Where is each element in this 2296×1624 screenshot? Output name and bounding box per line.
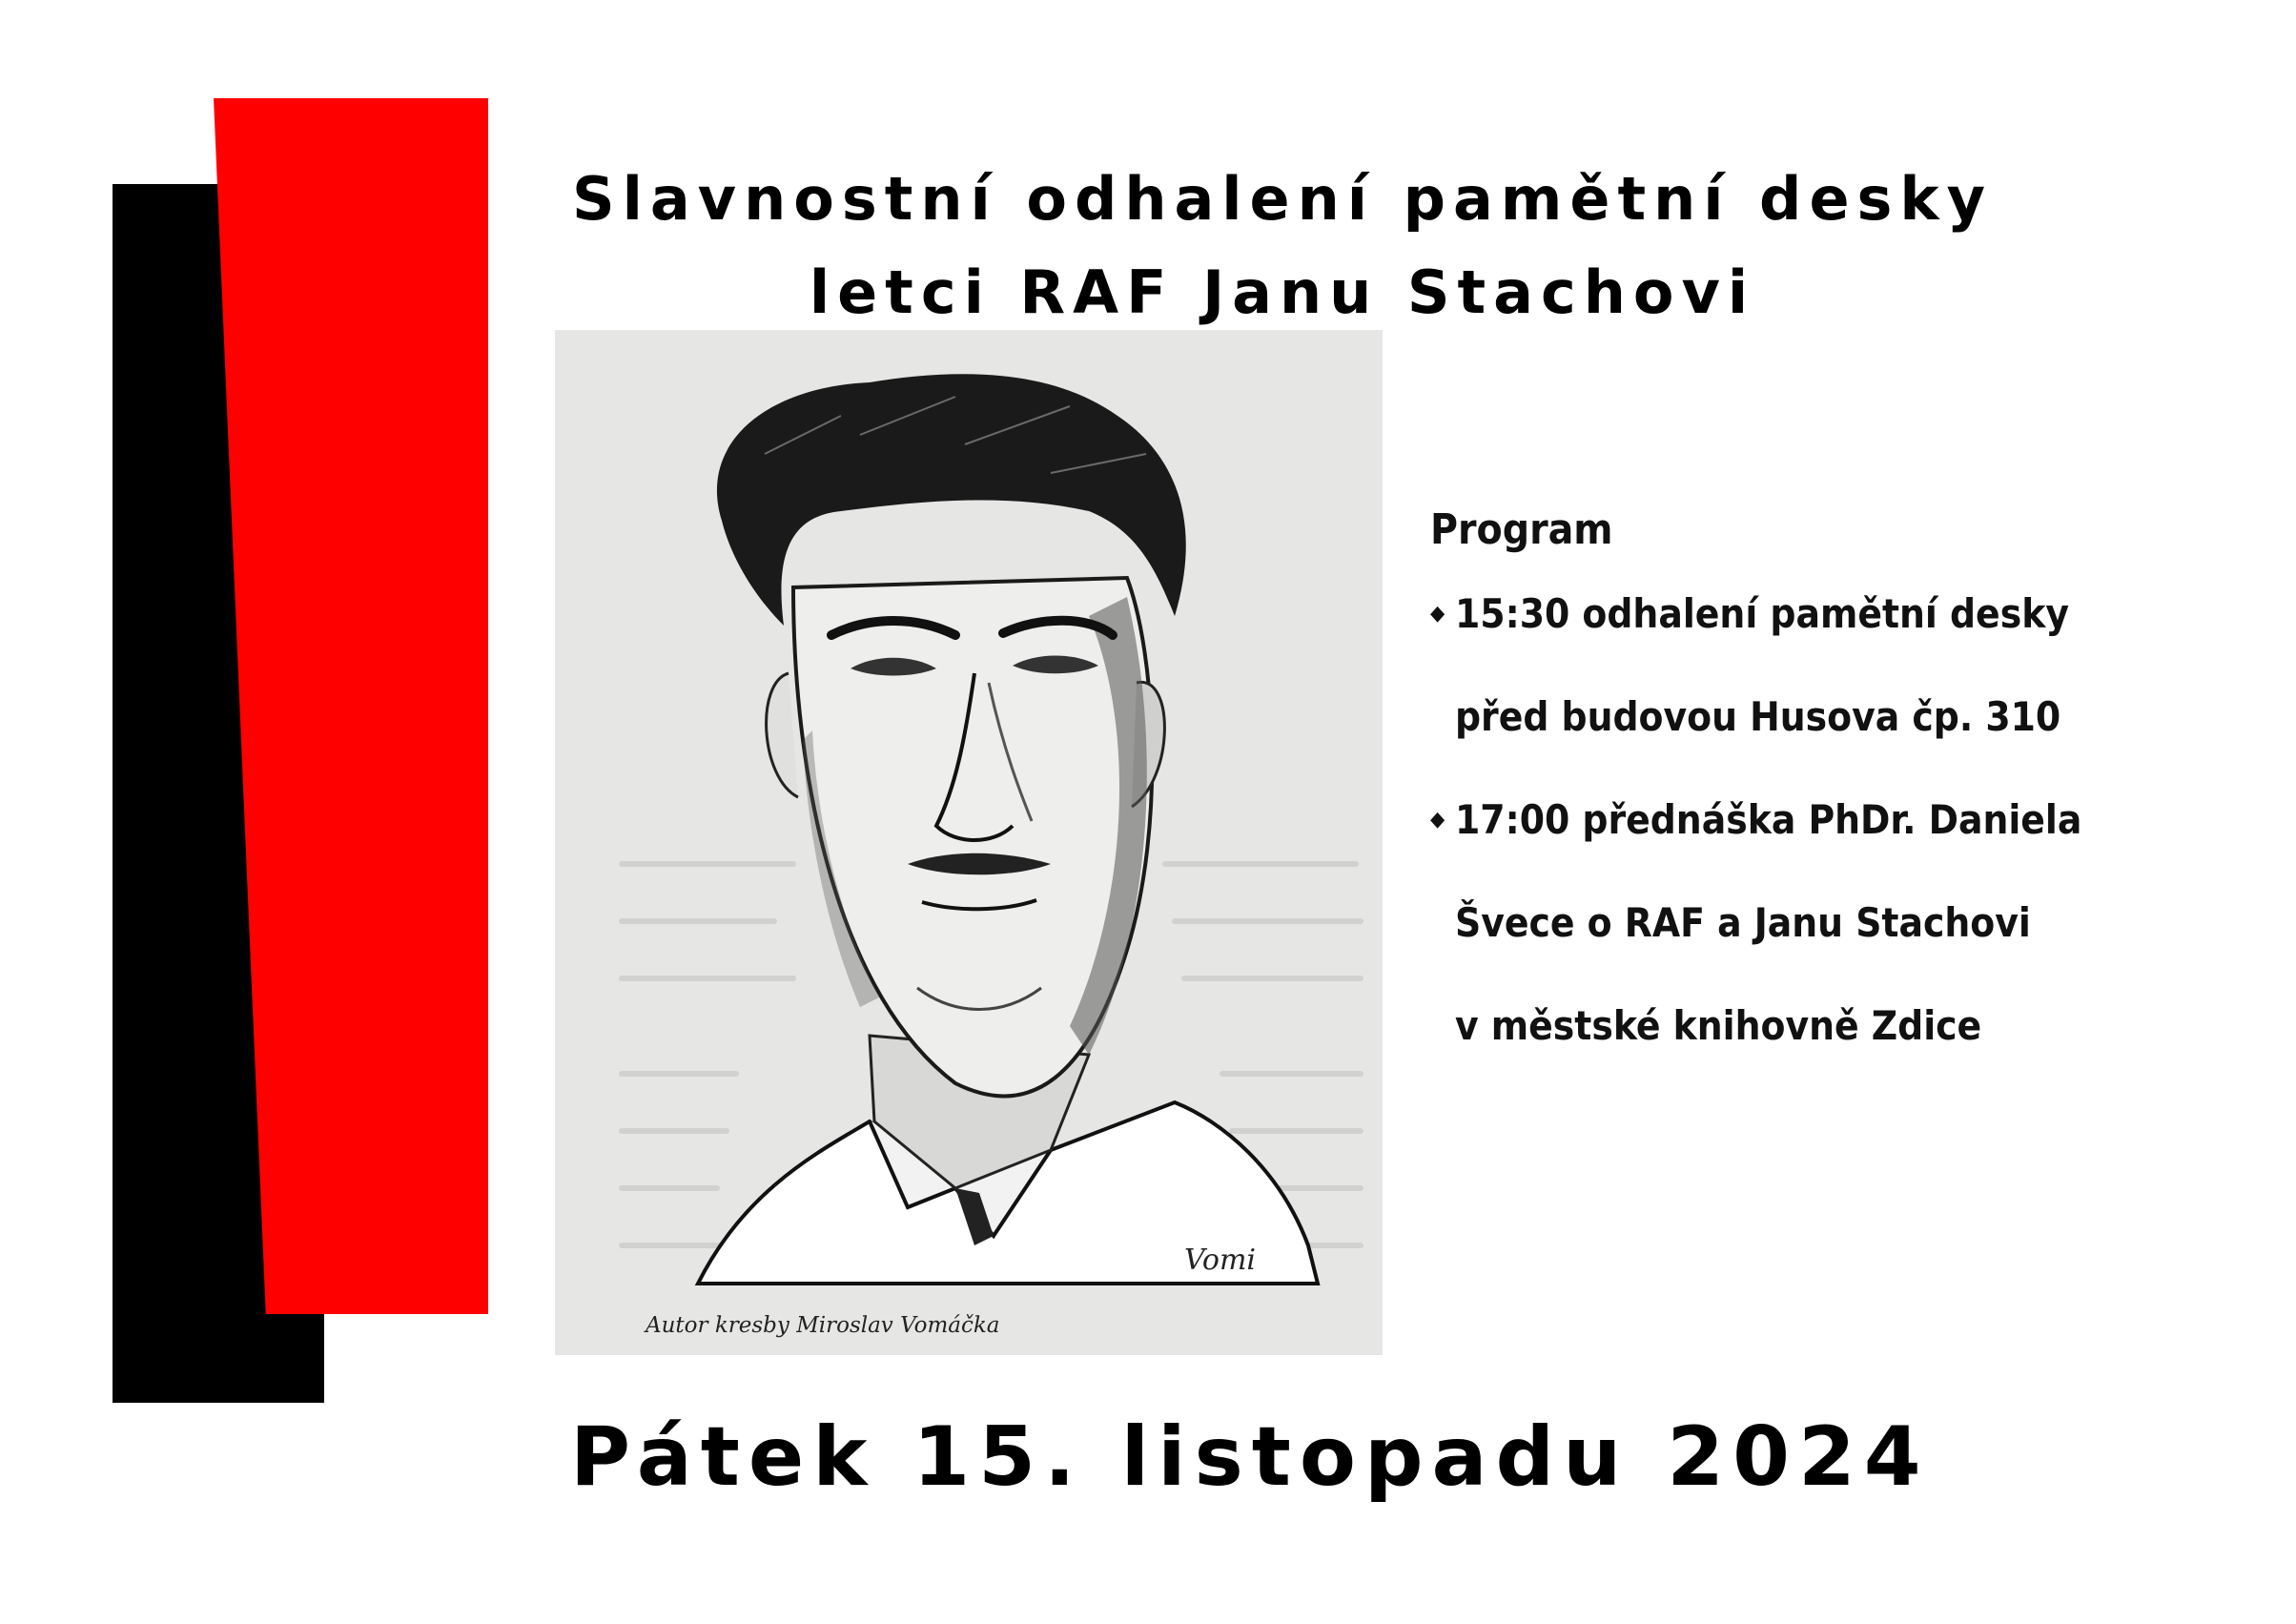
portrait-drawing <box>555 330 1383 1355</box>
program-item-1-line-2: před budovou Husova čp. 310 <box>1455 693 2061 740</box>
program-item-text: 17:00 přednáška PhDr. Daniela <box>1455 796 2082 843</box>
program-item-2-line-1 <box>1430 798 2269 901</box>
portrait-sketch-svg <box>555 330 1383 1355</box>
program-heading: Program <box>1430 505 1613 554</box>
portrait-caption: Autor kresby Miroslav Vomáčka <box>646 1313 1000 1338</box>
bullet-icon: ◆ <box>1430 602 1445 626</box>
title-line-1: Slavnostní odhalení pamětní desky <box>571 164 1994 234</box>
title-line-2: letci RAF Janu Stachovi <box>809 257 1756 327</box>
program-item-1-line-1 <box>1430 592 2269 695</box>
event-title <box>458 153 2107 339</box>
program-item-2-line-2: Švece o RAF a Janu Stachovi <box>1455 899 2031 946</box>
program-item-text: 15:30 odhalení pamětní desky <box>1455 590 2069 637</box>
program-section <box>1430 505 2269 1107</box>
bullet-icon: ◆ <box>1430 808 1445 832</box>
program-item-2-line-3: v městské knihovně Zdice <box>1455 1002 1982 1049</box>
artist-signature: Vomi <box>1184 1244 1257 1277</box>
event-date: Pátek 15. listopadu 2024 <box>570 1409 1930 1505</box>
